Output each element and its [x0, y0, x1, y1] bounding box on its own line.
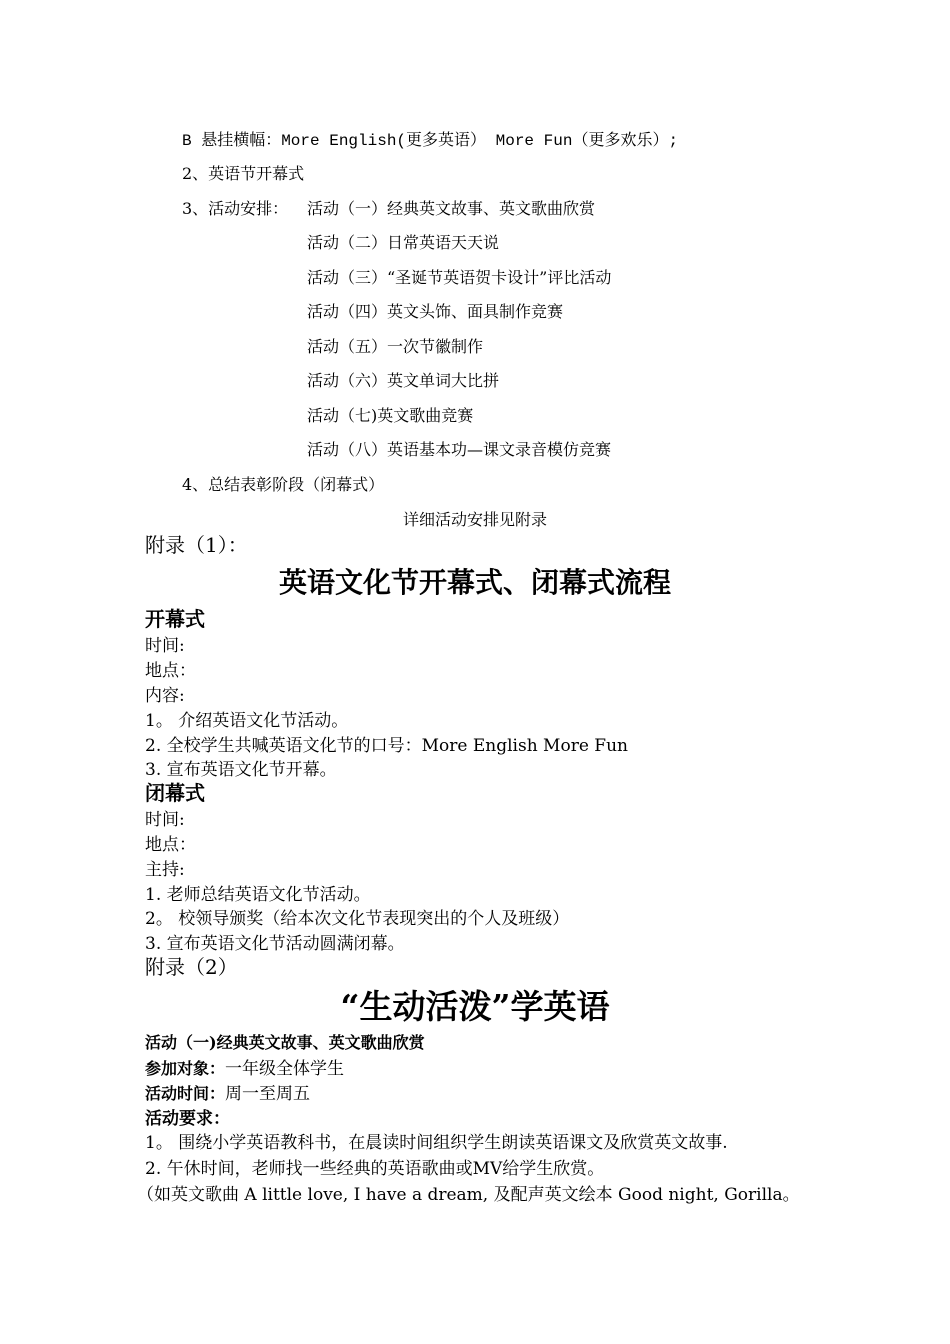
activity-item: 活动（六）英文单词大比拼 — [307, 371, 500, 390]
closing-host: 主持: — [145, 860, 185, 880]
opening-heading: 开幕式 — [145, 607, 205, 631]
opening-item-1: 1。 介绍英语文化节活动。 — [145, 711, 349, 731]
participants-row — [145, 1054, 344, 1079]
arrangement-label: 3、活动安排： — [182, 199, 289, 218]
opening-item: 2、英语节开幕式 — [182, 164, 305, 183]
closing-item: 4、总结表彰阶段（闭幕式） — [182, 475, 385, 494]
activity-item: 活动（四）英文头饰、面具制作竞赛 — [307, 302, 564, 321]
participants-value: 一年级全体学生 — [225, 1059, 345, 1079]
activity-item: 活动（七)英文歌曲竞赛 — [307, 406, 474, 425]
see-appendix-note: 详细活动安排见附录 — [402, 510, 547, 529]
opening-time: 时间: — [145, 636, 185, 656]
appendix1-title: 英语文化节开幕式、闭幕式流程 — [278, 566, 671, 599]
time-row — [145, 1079, 310, 1104]
closing-place: 地点： — [145, 835, 196, 855]
closing-time: 时间: — [145, 810, 185, 830]
activity-item: 活动（一）经典英文故事、英文歌曲欣赏 — [307, 199, 596, 218]
time-label: 活动时间： — [145, 1084, 226, 1103]
activity-item: 活动（三）“圣诞节英语贺卡设计”评比活动 — [307, 268, 612, 287]
activity-item: 活动（八）英语基本功—课文录音模仿竞赛 — [307, 440, 612, 459]
participants-label: 参加对象： — [145, 1059, 226, 1078]
requirement-item-3: （如英文歌曲 A little love, I have a dream, 及配声英文绘本 Good night, Gorilla。 — [137, 1185, 800, 1205]
opening-content: 内容: — [145, 686, 185, 706]
banner-line: B 悬挂横幅：More English(更多英语） More Fun（更多欢乐）; — [182, 132, 679, 150]
appendix2-title: “生动活泼”学英语 — [340, 987, 610, 1026]
closing-heading: 闭幕式 — [145, 781, 205, 805]
closing-item-1: 1. 老师总结英语文化节活动。 — [145, 885, 371, 905]
opening-place: 地点： — [145, 661, 196, 681]
appendix1-label: 附录（1）： — [145, 533, 248, 557]
requirement-item-1: 1。 围绕小学英语教科书，在晨读时间组织学生朗读英语课文及欣赏英文故事. — [145, 1133, 728, 1153]
activity-item: 活动（五）一次节徽制作 — [307, 337, 484, 356]
activity-heading: 活动（一)经典英文故事、英文歌曲欣赏 — [145, 1033, 425, 1052]
requirements-label: 活动要求： — [145, 1109, 230, 1129]
appendix2-label: 附录（2） — [145, 955, 238, 979]
activity-item: 活动（二）日常英语天天说 — [307, 233, 500, 252]
opening-item-3: 3. 宣布英语文化节开幕。 — [145, 760, 337, 780]
closing-item-3: 3. 宣布英语文化节活动圆满闭幕。 — [145, 934, 405, 954]
opening-item-2: 2. 全校学生共喊英语文化节的口号：More English More Fun — [145, 736, 628, 756]
closing-item-2: 2。 校领导颁奖（给本次文化节表现突出的个人及班级） — [145, 909, 570, 929]
requirement-item-2: 2. 午休时间，老师找一些经典的英语歌曲或MV给学生欣赏。 — [145, 1159, 605, 1179]
time-value: 周一至周五 — [225, 1084, 311, 1104]
